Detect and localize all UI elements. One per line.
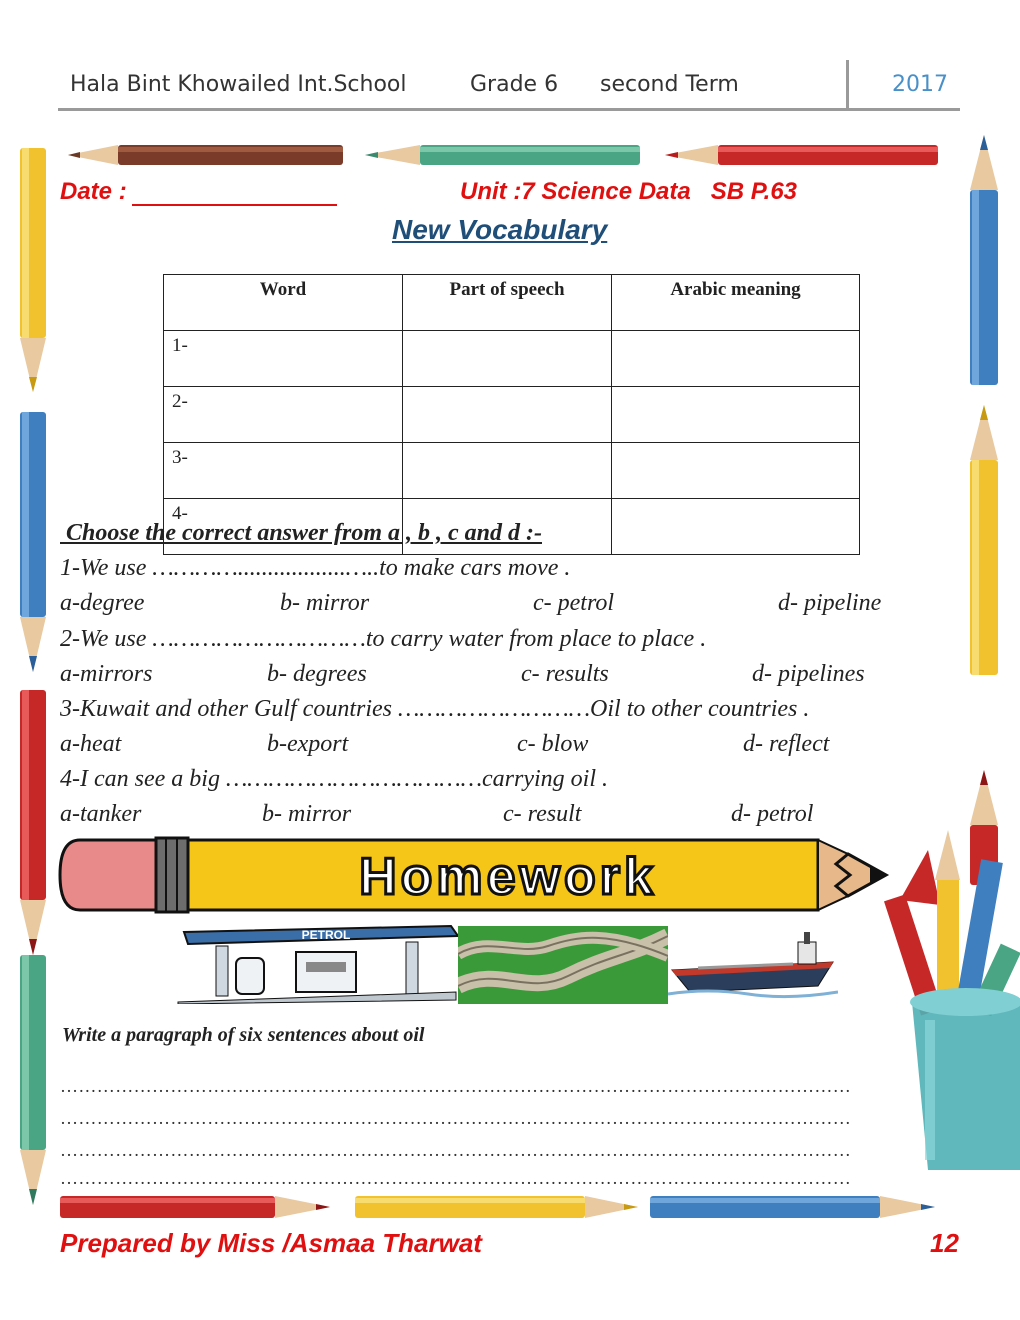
option-d[interactable]: d- pipeline (778, 590, 882, 616)
cell-arabic-meaning[interactable] (612, 331, 860, 387)
writing-line[interactable]: ………………………………………………………………………………………………………………… (60, 1168, 852, 1188)
date-label: Date : (60, 178, 127, 205)
option-d[interactable]: d- petrol (731, 801, 814, 827)
col-arabic-meaning: Arabic meaning (612, 275, 860, 331)
question-3: 3-Kuwait and other Gulf countries ………………………Oil to other countries . (60, 696, 810, 722)
option-c[interactable]: c- blow (517, 731, 589, 757)
row-number: 3- (164, 443, 403, 499)
writing-line[interactable]: ………………………………………………………………………………………………………………… (60, 1140, 852, 1160)
pencil-red-left-icon (20, 690, 46, 955)
option-a[interactable]: a-degree (60, 590, 145, 616)
question-4: 4-I can see a big ………………………………carrying oil . (60, 766, 609, 792)
option-d[interactable]: d- reflect (743, 731, 830, 757)
cell-part-of-speech[interactable] (403, 387, 612, 443)
option-c[interactable]: c- results (521, 661, 609, 687)
writing-line[interactable]: ………………………………………………………………………………………………………………… (60, 1108, 852, 1128)
option-c[interactable]: c- result (503, 801, 582, 827)
option-a[interactable]: a-heat (60, 731, 122, 757)
school-name: Hala Bint Khowailed Int.School (70, 72, 407, 97)
homework-banner (58, 834, 893, 916)
cell-arabic-meaning[interactable] (612, 387, 860, 443)
col-word: Word (164, 275, 403, 331)
date-underline (132, 204, 337, 206)
pencil-brown-icon (68, 145, 343, 165)
row-number: 4- (164, 499, 403, 555)
option-b[interactable]: b-export (267, 731, 349, 757)
table-row (164, 387, 860, 443)
vocab-table-header (164, 275, 860, 331)
table-row (164, 331, 860, 387)
grade-label: Grade 6 (470, 72, 559, 97)
petrol-sign-text: PETROL (301, 928, 351, 942)
pencil-blue-right-icon (970, 135, 998, 385)
question-1: 1-We use …………..................…..to make cars move . (60, 555, 571, 581)
cell-part-of-speech[interactable] (403, 331, 612, 387)
pencil-red-bottom-icon (60, 1196, 330, 1218)
table-row (164, 443, 860, 499)
question-2: 2-We use …………………………to carry water from place to place . (60, 626, 707, 652)
petrol-station-image (176, 922, 458, 1004)
pencil-green-icon (365, 145, 640, 165)
vocab-table (163, 274, 860, 555)
prepared-by: Prepared by Miss /Asmaa Tharwat (60, 1228, 482, 1258)
row-number: 1- (164, 331, 403, 387)
pencil-yellow-bottom-icon (355, 1196, 638, 1218)
row-number: 2- (164, 387, 403, 443)
homework-label: Homework (359, 848, 657, 906)
pencil-red-icon (665, 145, 938, 165)
oil-tanker-image (668, 922, 838, 1002)
pencil-yellow-right-icon (970, 405, 998, 675)
pencil-yellow-left-icon (20, 148, 46, 392)
unit-label: Unit :7 Science Data SB P.63 (460, 178, 798, 205)
option-c[interactable]: c- petrol (533, 590, 615, 616)
term-label: second Term (600, 72, 739, 97)
page-number: 12 (930, 1228, 959, 1258)
cell-part-of-speech[interactable] (403, 443, 612, 499)
option-a[interactable]: a-tanker (60, 801, 142, 827)
vocab-title: New Vocabulary (392, 214, 608, 245)
col-part-of-speech: Part of speech (403, 275, 612, 331)
option-a[interactable]: a-mirrors (60, 661, 153, 687)
pencil-green-left-icon (20, 955, 46, 1205)
instruction: Choose the correct answer from a , b , c and d :- (60, 520, 542, 546)
pencil-blue-left-icon (20, 412, 46, 672)
writing-line[interactable]: ………………………………………………………………………………………………………………… (60, 1076, 852, 1096)
cell-arabic-meaning[interactable] (612, 443, 860, 499)
cell-arabic-meaning[interactable] (612, 499, 860, 555)
option-b[interactable]: b- mirror (280, 590, 370, 616)
option-b[interactable]: b- degrees (267, 661, 367, 687)
paragraph-prompt: Write a paragraph of six sentences about oil (62, 1024, 425, 1046)
pipeline-image (458, 926, 668, 1004)
option-b[interactable]: b- mirror (262, 801, 352, 827)
option-d[interactable]: d- pipelines (752, 661, 865, 687)
pencil-blue-bottom-icon (650, 1196, 935, 1218)
year-label: 2017 (892, 72, 948, 97)
